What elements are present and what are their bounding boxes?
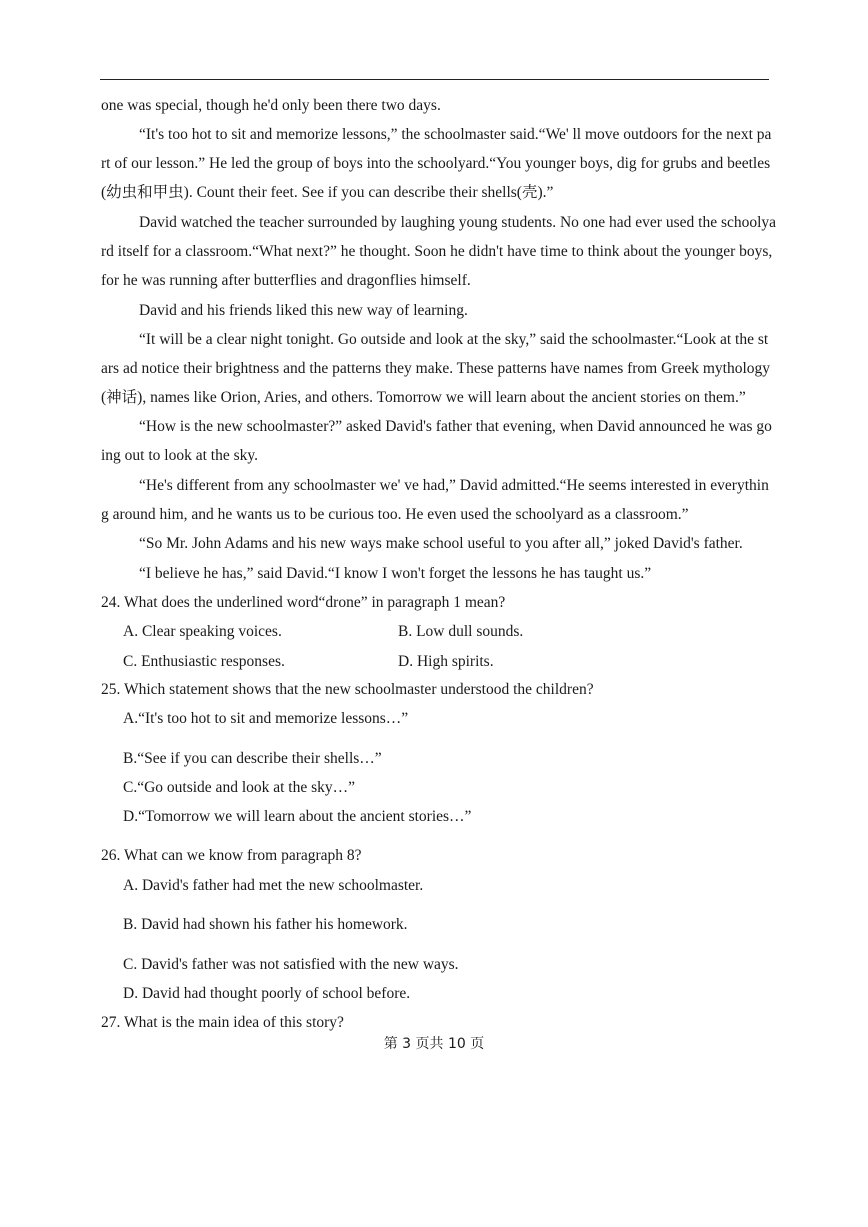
passage-line: one was special, though he'd only been there two days. [101,97,441,114]
question-26-stem: 26. What can we know from paragraph 8? [101,847,362,864]
question-24-option-b: B. Low dull sounds. [398,623,524,640]
question-24-option-d: D. High spirits. [398,653,494,670]
passage-line: “I believe he has,” said David.“I know I won't forget the lessons he has taught us.” [139,565,652,582]
question-24-option-c: C. Enthusiastic responses. [123,653,285,670]
question-25-option-c: C.“Go outside and look at the sky…” [123,779,356,796]
passage-line: “It's too hot to sit and memorize lessons,” the schoolmaster said.“We' ll move outdoors for the next pa [139,126,772,143]
question-24-stem: 24. What does the underlined word“drone” in paragraph 1 mean? [101,594,506,611]
question-25-option-d: D.“Tomorrow we will learn about the ancient stories…” [123,808,472,825]
passage-line: ing out to look at the sky. [101,447,258,464]
passage-line: “So Mr. John Adams and his new ways make school useful to you after all,” joked David's father. [139,535,743,552]
passage-line: David watched the teacher surrounded by laughing young students. No one had ever used the schoolya [139,214,777,231]
passage-line: rd itself for a classroom.“What next?” he thought. Soon he didn't have time to think about the younger boys, [101,243,773,260]
passage-line: g around him, and he wants us to be curious too. He even used the schoolyard as a classroom.” [101,506,689,523]
passage-line: “He's different from any schoolmaster we' ve had,” David admitted.“He seems interested in everythin [139,477,769,494]
passage-line: “It will be a clear night tonight. Go outside and look at the sky,” said the schoolmaster.“Look at the st [139,331,769,348]
header-rule [100,79,769,80]
question-26-option-d: D. David had thought poorly of school before. [123,985,411,1002]
page-number: 第 3 页共 10 页 [383,1036,485,1052]
passage-line: David and his friends liked this new way of learning. [139,302,468,319]
passage-line: for he was running after butterflies and dragonflies himself. [101,272,471,289]
question-26-option-a: A. David's father had met the new schoolmaster. [123,877,424,894]
question-26-option-b: B. David had shown his father his homework. [123,916,408,933]
passage-line: ars ad notice their brightness and the patterns they make. These patterns have names from Greek mythology [101,360,771,377]
question-25-option-a: A.“It's too hot to sit and memorize lessons…” [123,710,409,727]
passage-line: “How is the new schoolmaster?” asked David's father that evening, when David announced he was go [139,418,772,435]
passage-line: rt of our lesson.” He led the group of boys into the schoolyard.“You younger boys, dig for grubs and beetles [101,155,771,172]
passage-line: (幼虫和甲虫). Count their feet. See if you can describe their shells(壳).” [101,184,554,201]
passage-line: (神话), names like Orion, Aries, and others. Tomorrow we will learn about the ancient stories on them.” [101,389,746,406]
question-25-stem: 25. Which statement shows that the new schoolmaster understood the children? [101,681,594,698]
question-24-option-a: A. Clear speaking voices. [123,623,282,640]
question-26-option-c: C. David's father was not satisfied with the new ways. [123,956,459,973]
question-27-stem: 27. What is the main idea of this story? [101,1014,344,1031]
question-25-option-b: B.“See if you can describe their shells…” [123,750,382,767]
